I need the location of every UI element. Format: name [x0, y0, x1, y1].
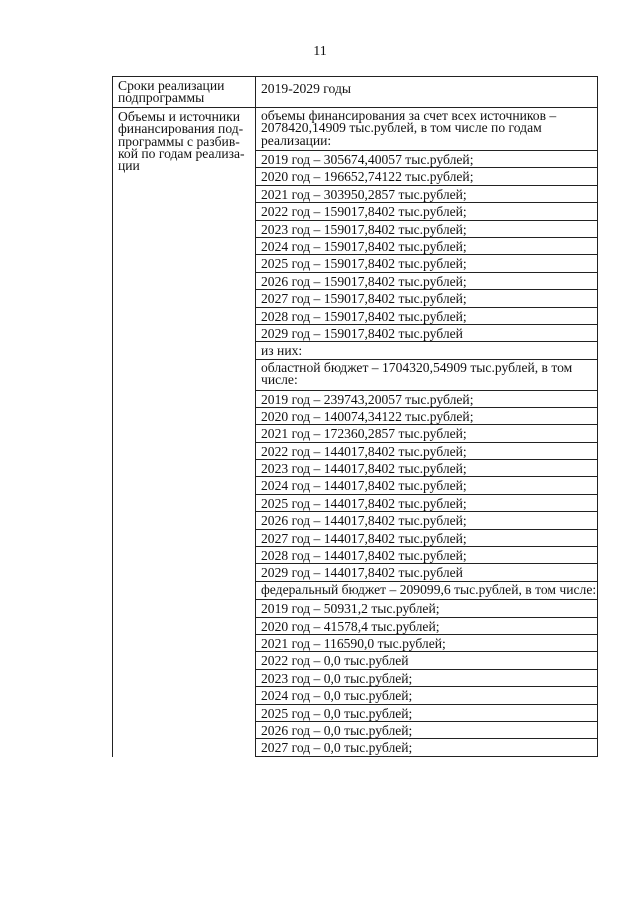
federal-year-line: 2026 год – 0,0 тыс.рублей; [256, 722, 597, 739]
federal-year-line: 2019 год – 50931,2 тыс.рублей; [256, 600, 597, 617]
period-label: Сроки реализации подпрограммы [113, 77, 256, 107]
total-funding-intro: объемы финансирования за счет всех источников – 2078420,14909 тыс.рублей, в том числе по годам реализации: [256, 108, 597, 151]
total-year-line: 2019 год – 305674,40057 тыс.рублей; [256, 151, 597, 168]
regional-year-line: 2029 год – 144017,8402 тыс.рублей [256, 564, 597, 581]
federal-year-line: 2022 год – 0,0 тыс.рублей [256, 652, 597, 669]
total-year-line: 2024 год – 159017,8402 тыс.рублей; [256, 238, 597, 255]
total-year-line: 2029 год – 159017,8402 тыс.рублей [256, 325, 597, 342]
funding-details [256, 108, 597, 757]
regional-year-line: 2020 год – 140074,34122 тыс.рублей; [256, 408, 597, 425]
regional-year-line: 2023 год – 144017,8402 тыс.рублей; [256, 460, 597, 477]
total-year-line: 2023 год – 159017,8402 тыс.рублей; [256, 221, 597, 238]
federal-year-line: 2024 год – 0,0 тыс.рублей; [256, 687, 597, 704]
regional-year-line: 2024 год – 144017,8402 тыс.рублей; [256, 477, 597, 494]
total-year-line: 2027 год – 159017,8402 тыс.рублей; [256, 290, 597, 307]
federal-year-line: 2021 год – 116590,0 тыс.рублей; [256, 635, 597, 652]
regional-year-line: 2022 год – 144017,8402 тыс.рублей; [256, 443, 597, 460]
regional-year-line: 2019 год – 239743,20057 тыс.рублей; [256, 391, 597, 408]
total-year-line: 2026 год – 159017,8402 тыс.рублей; [256, 273, 597, 290]
regional-year-line: 2028 год – 144017,8402 тыс.рублей; [256, 547, 597, 564]
regional-year-line: 2027 год – 144017,8402 тыс.рублей; [256, 530, 597, 547]
funding-row [113, 108, 597, 757]
total-year-line: 2020 год – 196652,74122 тыс.рублей; [256, 168, 597, 185]
total-year-line: 2021 год – 303950,2857 тыс.рублей; [256, 186, 597, 203]
of-them-label: из них: [256, 342, 597, 359]
period-value: 2019-2029 годы [261, 81, 351, 96]
regional-year-line: 2026 год – 144017,8402 тыс.рублей; [256, 512, 597, 529]
regional-budget-intro: областной бюджет – 1704320,54909 тыс.рублей, в том числе: [256, 360, 597, 391]
page-number: 11 [313, 44, 327, 59]
subprogram-passport-table [112, 76, 598, 757]
regional-year-line: 2025 год – 144017,8402 тыс.рублей; [256, 495, 597, 512]
federal-year-line: 2020 год – 41578,4 тыс.рублей; [256, 618, 597, 635]
regional-year-line: 2021 год – 172360,2857 тыс.рублей; [256, 425, 597, 442]
total-year-line: 2025 год – 159017,8402 тыс.рублей; [256, 255, 597, 272]
period-row [113, 77, 597, 108]
funding-label: Объемы и источники финансирования под-программы с разбив-кой по годам реализа-ции [113, 108, 256, 757]
total-year-line: 2028 год – 159017,8402 тыс.рублей; [256, 308, 597, 325]
total-year-line: 2022 год – 159017,8402 тыс.рублей; [256, 203, 597, 220]
federal-budget-intro: федеральный бюджет – 209099,6 тыс.рублей, в том числе: [256, 582, 597, 600]
federal-year-line: 2023 год – 0,0 тыс.рублей; [256, 670, 597, 687]
federal-year-line: 2025 год – 0,0 тыс.рублей; [256, 705, 597, 722]
federal-year-line: 2027 год – 0,0 тыс.рублей; [256, 739, 597, 756]
